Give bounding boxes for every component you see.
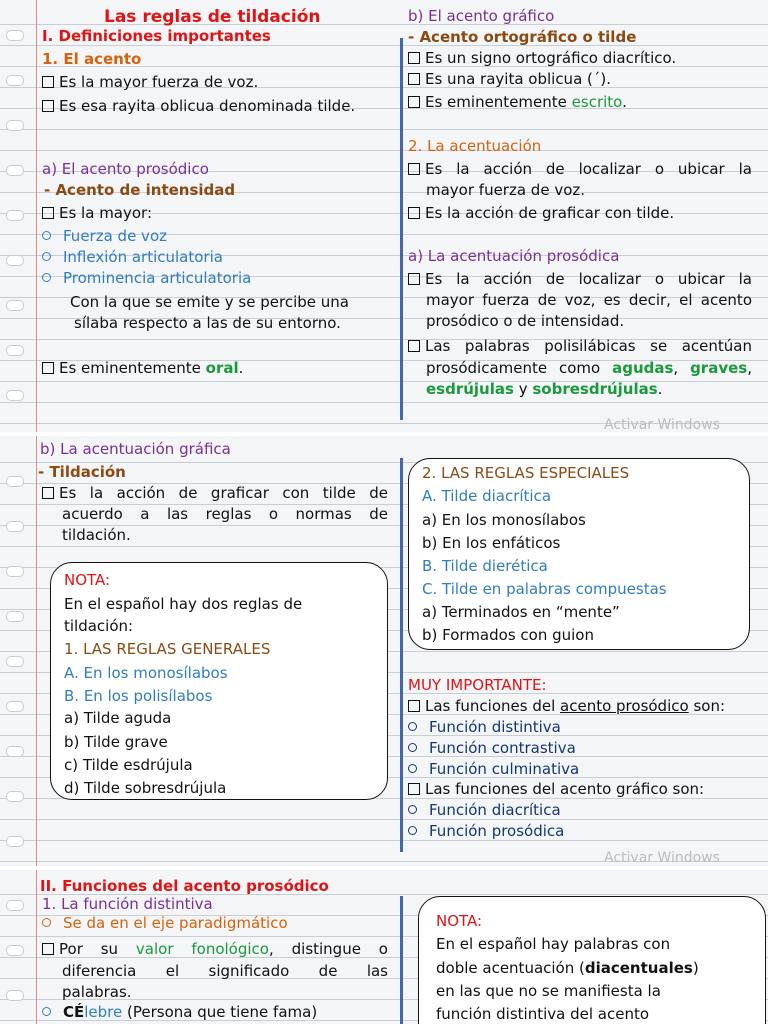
subheading-tildacion: - Tildación xyxy=(38,463,126,481)
binder-hole xyxy=(6,611,24,622)
nota-line: En el español hay dos reglas de xyxy=(64,595,303,613)
heading-acentuacion: 2. La acentuación xyxy=(408,137,542,155)
heading-funcion-distintiva: 1. La función distintiva xyxy=(42,895,213,913)
binder-hole xyxy=(6,521,24,532)
bullet-item: Es un signo ortográfico diacrítico. xyxy=(408,48,676,68)
section-heading: I. Definiciones importantes xyxy=(42,27,271,45)
checkbox-bullet-icon xyxy=(42,207,54,219)
circle-item: Función diacrítica xyxy=(408,800,561,820)
bullet-item: Es esa rayita oblicua denominada tilde. xyxy=(42,96,355,116)
bullet-item: Las funciones del acento gráfico son: xyxy=(408,779,704,799)
checkbox-bullet-icon xyxy=(408,52,420,64)
nota-line: en las que no se manifiesta la xyxy=(436,982,661,1000)
box-line: 2. LAS REGLAS ESPECIALES xyxy=(422,464,630,482)
paragraph-line: Con la que se emite y se percibe una xyxy=(70,293,349,311)
checkbox-bullet-icon xyxy=(42,100,54,112)
nota-line: b) Tilde grave xyxy=(64,733,168,751)
heading-acento-grafico: b) El acento gráfico xyxy=(408,7,555,25)
binder-holes xyxy=(6,0,22,432)
circle-bullet-icon xyxy=(42,918,51,927)
circle-item: Inflexión articulatoria xyxy=(42,247,223,267)
bullet-item: Las palabras polisilábicas se acentúan xyxy=(408,336,752,356)
checkbox-bullet-icon xyxy=(42,487,54,499)
circle-bullet-icon xyxy=(408,764,417,773)
bullet-item: Es la acción de localizar o ubicar la xyxy=(408,159,752,179)
box-line: b) Formados con guion xyxy=(422,626,594,644)
bullet-item: Es la mayor: xyxy=(42,203,152,223)
page-title: Las reglas de tildación xyxy=(104,7,321,27)
circle-bullet-icon xyxy=(42,1007,51,1016)
circle-item: Prominencia articulatoria xyxy=(42,268,251,288)
nota-line: 1. LAS REGLAS GENERALES xyxy=(64,640,271,658)
checkbox-bullet-icon xyxy=(42,943,54,955)
nota-label: NOTA: xyxy=(64,571,111,589)
bullet-continuation: tildación. xyxy=(62,526,131,544)
box-line: A. Tilde diacrítica xyxy=(422,487,552,505)
muy-importante-label: MUY IMPORTANTE: xyxy=(408,676,547,694)
notebook-page-1 xyxy=(0,0,768,432)
nota-line: a) Tilde aguda xyxy=(64,709,172,727)
box-line: a) Terminados en “mente” xyxy=(422,603,620,621)
nota-line: A. En los monosílabos xyxy=(64,664,228,682)
box-line: b) En los enfáticos xyxy=(422,534,561,552)
binder-hole xyxy=(6,255,24,266)
circle-item: Función culminativa xyxy=(408,759,579,779)
binder-hole xyxy=(6,566,24,577)
box-line: C. Tilde en palabras compuestas xyxy=(422,580,667,598)
nota-line: B. En los polisílabos xyxy=(64,687,213,705)
binder-hole xyxy=(6,990,24,1001)
checkbox-bullet-icon xyxy=(42,362,54,374)
circle-bullet-icon xyxy=(42,273,51,282)
nota-line: tildación: xyxy=(64,617,134,635)
nota-line: doble acentuación (diacentuales) xyxy=(436,959,699,977)
checkbox-bullet-icon xyxy=(42,76,54,88)
binder-hole xyxy=(6,75,24,86)
binder-holes xyxy=(6,870,22,1024)
margin-line xyxy=(36,0,37,432)
bullet-item: Es eminentemente oral. xyxy=(42,358,243,378)
bullet-continuation: diferencia el significado de las xyxy=(62,962,388,980)
nota-line: En el español hay palabras con xyxy=(436,935,671,953)
heading-acento-prosodico: a) El acento prosódico xyxy=(42,160,209,178)
bullet-continuation: acuerdo a las reglas o normas de xyxy=(62,505,388,523)
checkbox-bullet-icon xyxy=(408,783,420,795)
circle-item: Se da en el eje paradigmático xyxy=(42,913,288,933)
circle-bullet-icon xyxy=(408,826,417,835)
checkbox-bullet-icon xyxy=(408,700,420,712)
circle-bullet-icon xyxy=(408,722,417,731)
bullet-continuation: mayor fuerza de voz. xyxy=(426,181,586,199)
binder-hole xyxy=(6,476,24,487)
circle-bullet-icon xyxy=(42,231,51,240)
heading-el-acento: 1. El acento xyxy=(42,50,142,68)
binder-hole xyxy=(6,300,24,311)
margin-line xyxy=(36,436,37,866)
bullet-continuation: prosódicamente como agudas, graves, xyxy=(426,359,752,377)
binder-hole xyxy=(6,120,24,131)
notebook-page-3 xyxy=(0,870,768,1024)
bullet-continuation: prosódico o de intensidad. xyxy=(426,312,625,330)
bullet-item: Es la acción de graficar con tilde de xyxy=(42,483,388,503)
checkbox-bullet-icon xyxy=(408,207,420,219)
circle-item: Función contrastiva xyxy=(408,738,576,758)
paragraph-line: sílaba respecto a las de su entorno. xyxy=(74,314,341,332)
subheading-acento-ortografico: - Acento ortográfico o tilde xyxy=(408,28,637,46)
nota-line: c) Tilde esdrújula xyxy=(64,756,193,774)
column-divider xyxy=(400,38,403,420)
nota-line: d) Tilde sobresdrújula xyxy=(64,779,227,797)
checkbox-bullet-icon xyxy=(408,163,420,175)
heading-acentuacion-prosodica: a) La acentuación prosódica xyxy=(408,247,620,265)
binder-hole xyxy=(6,165,24,176)
bullet-item: Es la acción de graficar con tilde. xyxy=(408,203,674,223)
binder-holes xyxy=(6,436,22,866)
checkbox-bullet-icon xyxy=(408,73,420,85)
circle-bullet-icon xyxy=(42,252,51,261)
box-line: a) En los monosílabos xyxy=(422,511,586,529)
bullet-item: Por su valor fonológico, distingue o xyxy=(42,939,388,959)
circle-bullet-icon xyxy=(408,743,417,752)
circle-item: Fuerza de voz xyxy=(42,226,167,246)
circle-item: CÉlebre (Persona que tiene fama) xyxy=(42,1002,317,1022)
bullet-continuation: mayor fuerza de voz, es decir, el acento xyxy=(426,291,752,309)
checkbox-bullet-icon xyxy=(408,96,420,108)
bullet-item: Es eminentemente escrito. xyxy=(408,92,627,112)
bullet-item: Es una rayita oblicua (´). xyxy=(408,69,611,89)
binder-hole xyxy=(6,900,24,911)
checkbox-bullet-icon xyxy=(408,273,420,285)
nota-label: NOTA: xyxy=(436,912,483,930)
notebook-page-2 xyxy=(0,436,768,866)
binder-hole xyxy=(6,791,24,802)
watermark-text: Activar Windows xyxy=(604,417,720,432)
bullet-item: Es la mayor fuerza de voz. xyxy=(42,72,258,92)
binder-hole xyxy=(6,210,24,221)
subheading-acento-intensidad: - Acento de intensidad xyxy=(44,181,236,199)
box-line: B. Tilde dierética xyxy=(422,557,548,575)
checkbox-bullet-icon xyxy=(408,340,420,352)
binder-hole xyxy=(6,701,24,712)
column-divider xyxy=(400,896,403,1024)
binder-hole xyxy=(6,390,24,401)
heading-acentuacion-grafica: b) La acentuación gráfica xyxy=(40,440,231,458)
bullet-continuation: esdrújulas y sobresdrújulas. xyxy=(426,380,663,398)
bullet-item: Es la acción de localizar o ubicar la xyxy=(408,269,752,289)
binder-hole xyxy=(6,656,24,667)
column-divider xyxy=(400,458,403,852)
watermark-text: Activar Windows xyxy=(604,850,720,866)
nota-line: función distintiva del acento xyxy=(436,1005,650,1023)
bullet-continuation: palabras. xyxy=(62,983,132,1001)
binder-hole xyxy=(6,945,24,956)
binder-hole xyxy=(6,30,24,41)
binder-hole xyxy=(6,746,24,757)
margin-line xyxy=(36,870,37,1024)
section-heading: II. Funciones del acento prosódico xyxy=(40,877,329,895)
circle-item: Función distintiva xyxy=(408,717,561,737)
binder-hole xyxy=(6,836,24,847)
bullet-item: Las funciones del acento prosódico son: xyxy=(408,696,725,716)
binder-hole xyxy=(6,345,24,356)
circle-item: Función prosódica xyxy=(408,821,564,841)
circle-bullet-icon xyxy=(408,805,417,814)
